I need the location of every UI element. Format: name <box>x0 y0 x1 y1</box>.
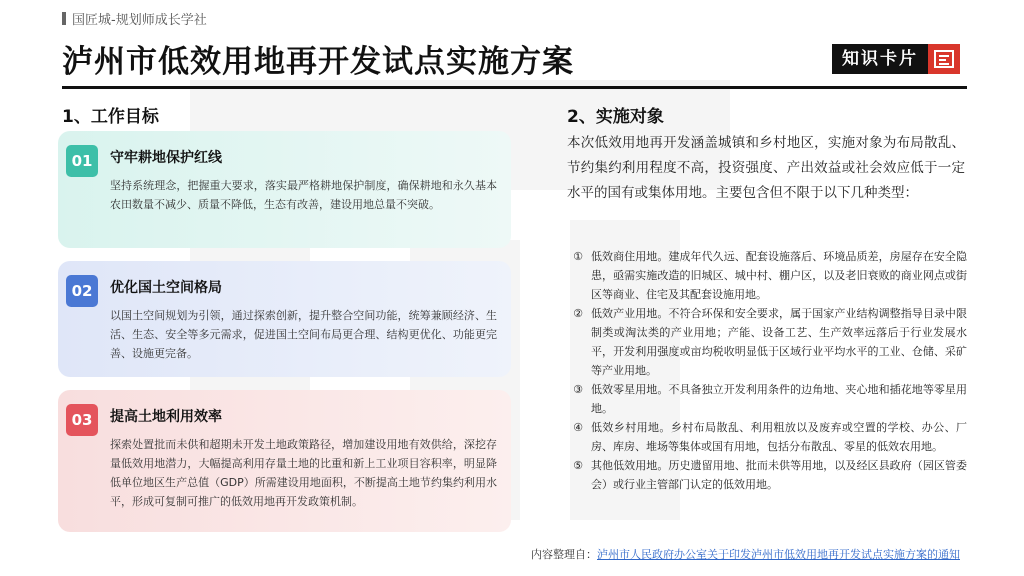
list-item-text: 低效产业用地。不符合环保和安全要求，属于国家产业结构调整指导目录中限制类或淘汰类的产业用地；产能、设备工艺、生产效率远落后于行业发展水平，开发利用强度或亩均税收明显低于区域行业平均水平的工业、仓储、采矿等产业用地。 <box>591 307 967 377</box>
goal-card <box>58 131 511 248</box>
goal-number-badge: 03 <box>66 404 98 436</box>
goal-card <box>58 261 511 377</box>
targets-intro: 本次低效用地再开发涵盖城镇和乡村地区，实施对象为布局散乱、节约集约利用程度不高，投资强度、产出效益或社会效应低于一定水平的国有或集体用地。主要包含但不限于以下几种类型： <box>567 135 965 201</box>
list-marker: ① <box>573 250 583 263</box>
badge-label: 知识卡片 <box>832 44 928 74</box>
list-marker: ② <box>573 307 583 320</box>
work-goals-heading: 1、工作目标 <box>62 107 159 127</box>
page-title: 泸州市低效用地再开发试点实施方案 <box>62 44 574 80</box>
goal-title: 守牢耕地保护红线 <box>110 150 222 166</box>
list-item <box>567 247 967 304</box>
title-divider <box>62 86 967 89</box>
source-credit <box>531 546 960 562</box>
knowledge-card-badge <box>832 44 960 74</box>
list-item <box>567 418 967 456</box>
document-logo-icon <box>928 44 960 74</box>
list-item <box>567 456 967 494</box>
goal-title: 优化国土空间格局 <box>110 280 222 296</box>
goal-title: 提高土地利用效率 <box>110 409 222 425</box>
list-item-text: 低效零星用地。不具备独立开发利用条件的边角地、夹心地和插花地等零星用地。 <box>591 383 967 415</box>
list-marker: ⑤ <box>573 459 583 472</box>
goal-number-badge: 02 <box>66 275 98 307</box>
goal-text: 坚持系统理念，把握重大要求，落实最严格耕地保护制度，确保耕地和永久基本农田数量不减少、质量不降低，生态有改善，建设用地总量不突破。 <box>110 179 497 211</box>
brand-name: 国匠城-规划师成长学社 <box>72 13 207 28</box>
list-item-text: 其他低效用地。历史遗留用地、批而未供等用地，以及经区县政府（园区管委会）或行业主管部门认定的低效用地。 <box>591 459 967 491</box>
implementation-targets-heading: 2、实施对象 <box>567 107 664 127</box>
list-marker: ④ <box>573 421 583 434</box>
goal-text: 探索处置批而未供和超期未开发土地政策路径，增加建设用地有效供给，深挖存量低效用地潜力，大幅提高利用存量土地的比重和新上工业项目容积率，明显降低单位地区生产总值（GDP）所需建设用地面积，不断提高土地节约集约利用水平，形成可复制可推广的低效用地再开发政策机制。 <box>110 438 497 508</box>
source-label: 内容整理自： <box>531 548 597 561</box>
goal-card <box>58 390 511 532</box>
list-marker: ③ <box>573 383 583 396</box>
list-item-text: 低效乡村用地。乡村布局散乱、利用粗放以及废弃或空置的学校、办公、厂房、库房、堆场等集体或国有用地，包括分布散乱、零星的低效农用地。 <box>591 421 967 453</box>
list-item-text: 低效商住用地。建成年代久远、配套设施落后、环境品质差，房屋存在安全隐患，亟需实施改造的旧城区、城中村、棚户区，以及老旧衰败的商业网点或街区等商业、住宅及其配套设施用地。 <box>591 250 967 301</box>
list-item <box>567 380 967 418</box>
goal-text: 以国土空间规划为引领，通过探索创新，提升整合空间功能，统筹兼顾经济、生活、生态、安全等多元需求，促进国土空间布局更合理、结构更优化、功能更完善、设施更完备。 <box>110 309 497 360</box>
source-link[interactable]: 泸州市人民政府办公室关于印发泸州市低效用地再开发试点实施方案的通知 <box>597 548 960 561</box>
brand-header <box>62 9 207 28</box>
goal-number-badge: 01 <box>66 145 98 177</box>
land-type-list <box>567 247 967 494</box>
brand-bar-icon <box>62 12 66 25</box>
list-item <box>567 304 967 380</box>
